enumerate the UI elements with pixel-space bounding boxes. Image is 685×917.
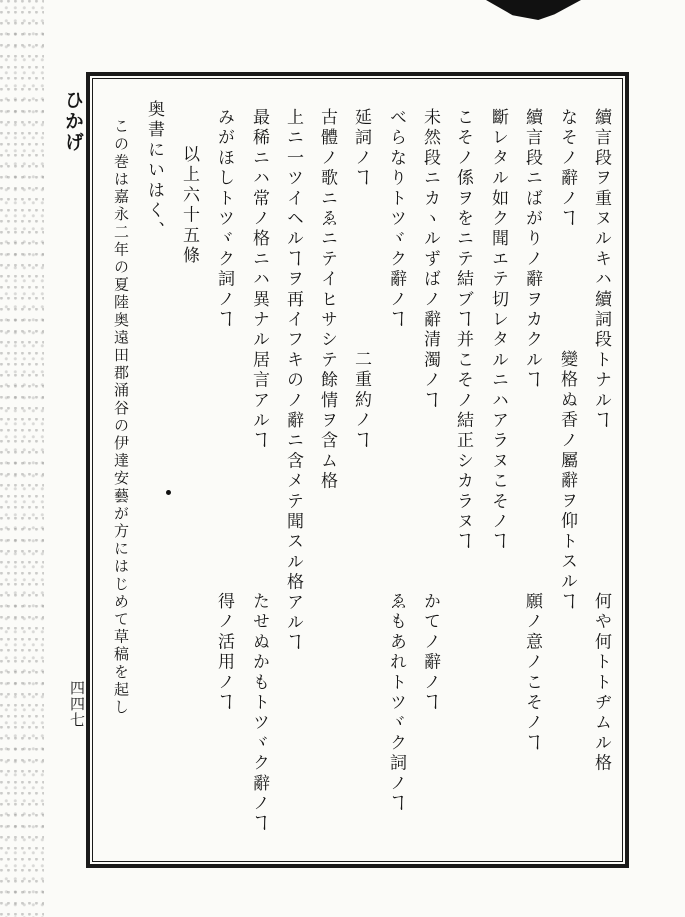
ink-dot (166, 490, 171, 495)
ink-blot (486, 0, 581, 20)
entry-11-lower: たせぬかもトツヾク辭ノヿ (249, 592, 269, 835)
entry-3: 續言段ニばがりノ辭ヲカクルヿ (522, 108, 542, 391)
page-frame-inner (92, 78, 623, 862)
entry-9: 古體ノ歌ニゑニテイヒサシテ餘情ヲ含ム格 (317, 108, 337, 492)
colophon-heading: 奥書にいはく、 (144, 100, 164, 242)
running-title: ひかげ (62, 90, 84, 153)
entry-6: 未然段ニカヽルずばノ辭清濁ノヿ (420, 108, 440, 411)
entry-5-lower: かてノ辭ノヿ (420, 592, 440, 714)
entry-5: こそノ係ヲをニテ結ブヿ并こそノ結正シカラヌヿ (453, 108, 473, 553)
scan-edge-noise (0, 0, 44, 917)
entry-2: なそノ辭ノヿ (557, 108, 577, 230)
page-number: 四四七 (68, 680, 86, 728)
entry-4: 斷レタル如ク聞エテ切レタルニハアラヌこそノヿ (488, 108, 508, 553)
entry-10: 上ニ一ツイヘルヿヲ再イフキのノ辭ニ含メテ聞スル格アルヿ (283, 108, 303, 654)
entry-8: 延詞ノヿ (351, 108, 371, 189)
entry-11: 最稀ニハ常ノ格ニハ異ナル居言アルヿ (249, 108, 269, 452)
entry-1-lower: 何や何トトヂムル格 (591, 592, 611, 774)
entry-3-lower: 願ノ意ノこそノヿ (522, 592, 542, 754)
entry-2-lower: 變格ぬ香ノ屬辭ヲ仰トスルヿ (557, 350, 577, 613)
entry-6-lower: ゑもあれトツヾク詞ノヿ (386, 592, 406, 815)
total-articles: 以上六十五條 (179, 145, 199, 267)
entry-7: べらなりトツヾク辭ノヿ (386, 108, 406, 331)
entry-8-mid: 二重約ノヿ (351, 350, 371, 451)
entry-12: みがほしトツヾク詞ノヿ (214, 108, 234, 331)
entry-1: 續言段ヲ重ヌルキハ續詞段トナルヿ (591, 108, 611, 432)
entry-12-lower: 得ノ活用ノヿ (214, 592, 234, 714)
colophon-text: この巻は嘉永二年の夏陸奥遠田郡涌谷の伊達安藝が方にはじめて草稿を起し (112, 118, 130, 717)
